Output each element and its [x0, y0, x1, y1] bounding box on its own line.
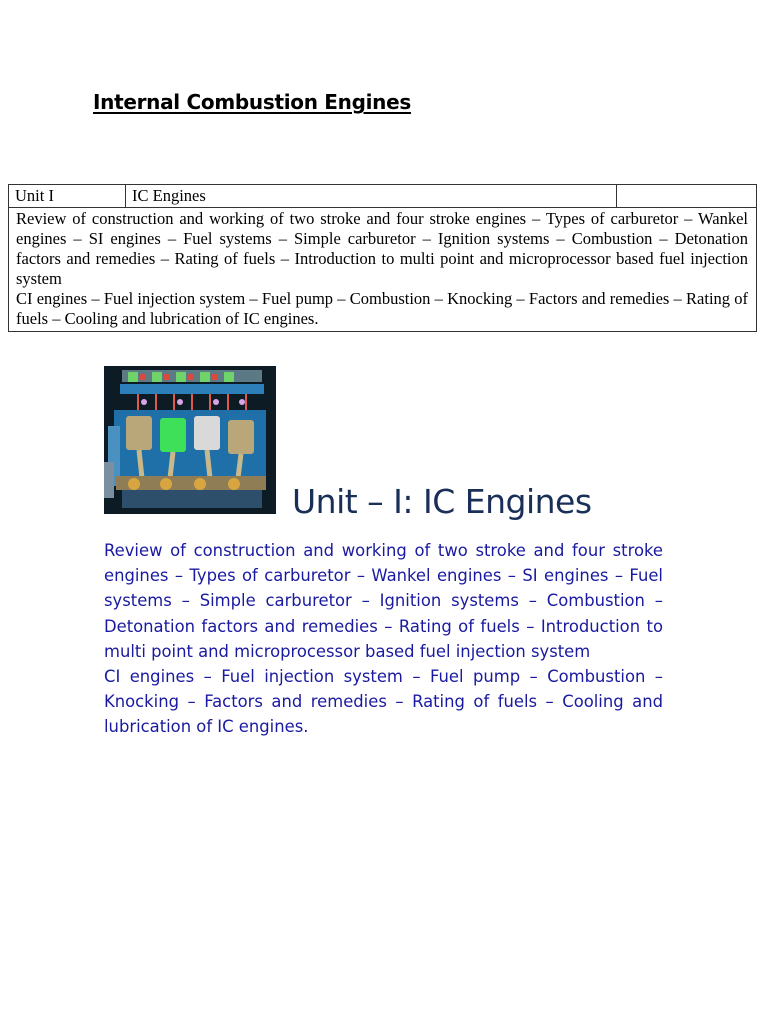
engine-cutaway-icon [104, 366, 276, 514]
syllabus-content-cell [9, 208, 757, 332]
table-header-row [9, 185, 757, 208]
slide-body [104, 538, 663, 740]
syllabus-paragraph-2: CI engines – Fuel injection system – Fuel pump – Combustion – Knocking – Factors and remedies – Rating of fuels – Cooling and lubrication of IC engines. [16, 289, 748, 328]
slide-paragraph-2: CI engines – Fuel injection system – Fuel pump – Combustion – Knocking – Factors and remedies – Rating of fuels – Cooling and lubrication of IC engines. [104, 667, 663, 737]
unit-number-cell: Unit I [9, 185, 126, 208]
syllabus-paragraph-1: Review of construction and working of two stroke and four stroke engines – Types of carburetor – Wankel engines – SI engines – Fuel systems – Simple carburetor – Ignition systems – Combustion – Detonation factors and remedies – Rating of fuels – Introduction to multi point and microprocessor based fuel injection system [16, 209, 748, 288]
document-title: Internal Combustion Engines [93, 90, 411, 114]
syllabus-table [8, 184, 757, 332]
slide-heading: Unit – I: IC Engines [292, 482, 592, 521]
empty-header-cell [617, 185, 757, 208]
unit-topic-cell: IC Engines [126, 185, 617, 208]
table-content-row [9, 208, 757, 332]
slide-paragraph-1: Review of construction and working of two stroke and four stroke engines – Types of carburetor – Wankel engines – SI engines – Fuel systems – Simple carburetor – Ignition systems – Combustion – Detonation factors and remedies – Rating of fuels – Introduction to multi point and microprocessor based fuel injection system [104, 541, 663, 661]
